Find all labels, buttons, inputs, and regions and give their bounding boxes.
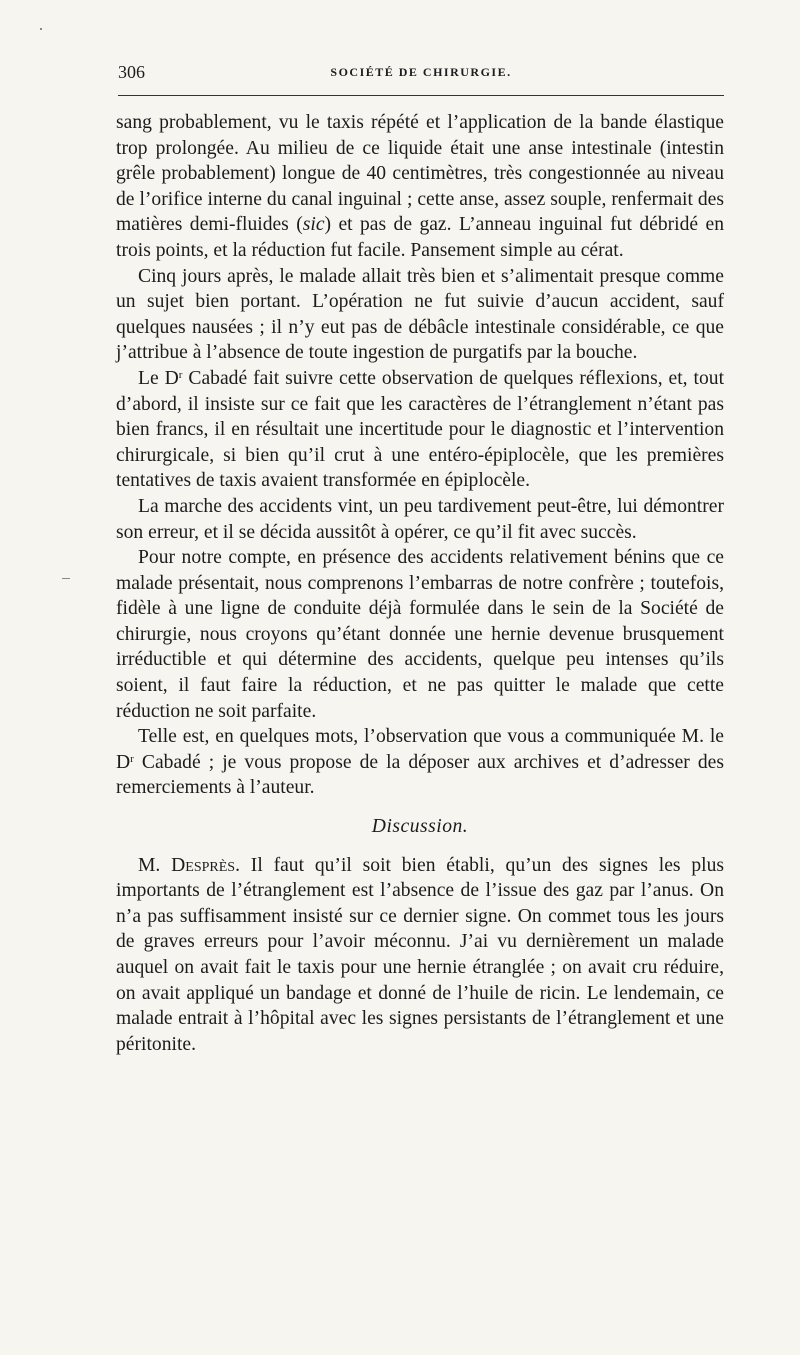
running-header xyxy=(118,62,724,88)
header-rule xyxy=(118,95,724,96)
running-title: SOCIÉTÉ DE CHIRURGIE. xyxy=(330,65,512,79)
body-text xyxy=(116,110,724,1057)
margin-mark-left xyxy=(62,578,70,579)
margin-mark-top-left xyxy=(40,28,42,30)
paragraph-2: Cinq jours après, le malade allait très bien et s’alimentait presque comme un sujet bien portant. L’opération ne fut suivie d’aucun accident, sauf quelques nausées ; il n’y eut pas de débâcle intestinale considérable, ce que j’attribue à l’absence de toute ingestion de purgatifs par la bouche. xyxy=(116,265,724,364)
paragraph-5: Pour notre compte, en présence des accidents relativement bénins que ce malade présentait, nous comprenons l’embarras de notre confrère ; toutefois, fidèle à une ligne de conduite déjà formulée dans le sein de la Société de chirurgie, nous croyons qu’étant donnée une hernie devenue brusquement irréductible et qui détermine des accidents, quelque peu intenses qu’ils soient, il faut faire la réduction, et ne pas quitter le malade que cette réduction ne soit parfaite. xyxy=(116,547,724,722)
paragraph-3: Le $D^r$ Cabadé fait suivre cette observation de quelques réflexions, et, tout d’abord, il insiste sur ce fait que les caractères de l’étranglement n’étant pas bien francs, il en résultait une incertitude pour le diagnostic et l’intervention chirurgicale, si bien qu’il crut à une entéro-épiplocèle, que les premières tentatives de taxis avaient transformée en épiplocèle. xyxy=(116,367,725,492)
page-number: 306 xyxy=(118,62,145,82)
section-heading: Discussion. xyxy=(371,816,469,838)
speaker-name: M. Desprès. xyxy=(138,854,240,876)
paragraph-4: La marche des accidents vint, un peu tardivement peut-être, lui démontrer son erreur, et il se décida aussitôt à opérer, ce qu’il fit avec succès. xyxy=(116,495,724,543)
paragraph-6: Telle est, en quelques mots, l’observation que vous a communiquée M. le $D^r$ Cabadé ; je vous propose de la déposer aux archives et d’adresser des remerciements à l’auteur. xyxy=(116,726,724,799)
paragraph-1: sang probablement, vu le taxis répété et l’application de la bande élastique trop prolongée. Au milieu de ce liquide était une anse intestinale (intestin grêle probablement) longue de 40 centimètres, très congestionnée au niveau de l’orifice interne du canal inguinal ; cette anse, assez souple, renfermait des matières demi-fluides (sic) et pas de gaz. L’anneau inguinal fut débridé en trois points, et la réduction fut facile. Pansement simple au cérat. xyxy=(116,112,724,261)
paragraph-7: M. Desprès. Il faut qu’il soit bien établi, qu’un des signes les plus importants de l’étranglement est l’absence de l’issue des gaz par l’anus. On n’a pas suffisamment insisté sur ce dernier signe. On commet tous les jours de graves erreurs pour l’avoir méconnu. J’ai vu dernièrement un malade auquel on avait fait le taxis pour une hernie étranglée ; on avait cru réduire, on avait appliqué un bandage et donné de l’huile de ricin. Le lendemain, ce malade entrait à l’hôpital avec les signes persistants de l’étranglement et une péritonite. xyxy=(116,854,724,1055)
